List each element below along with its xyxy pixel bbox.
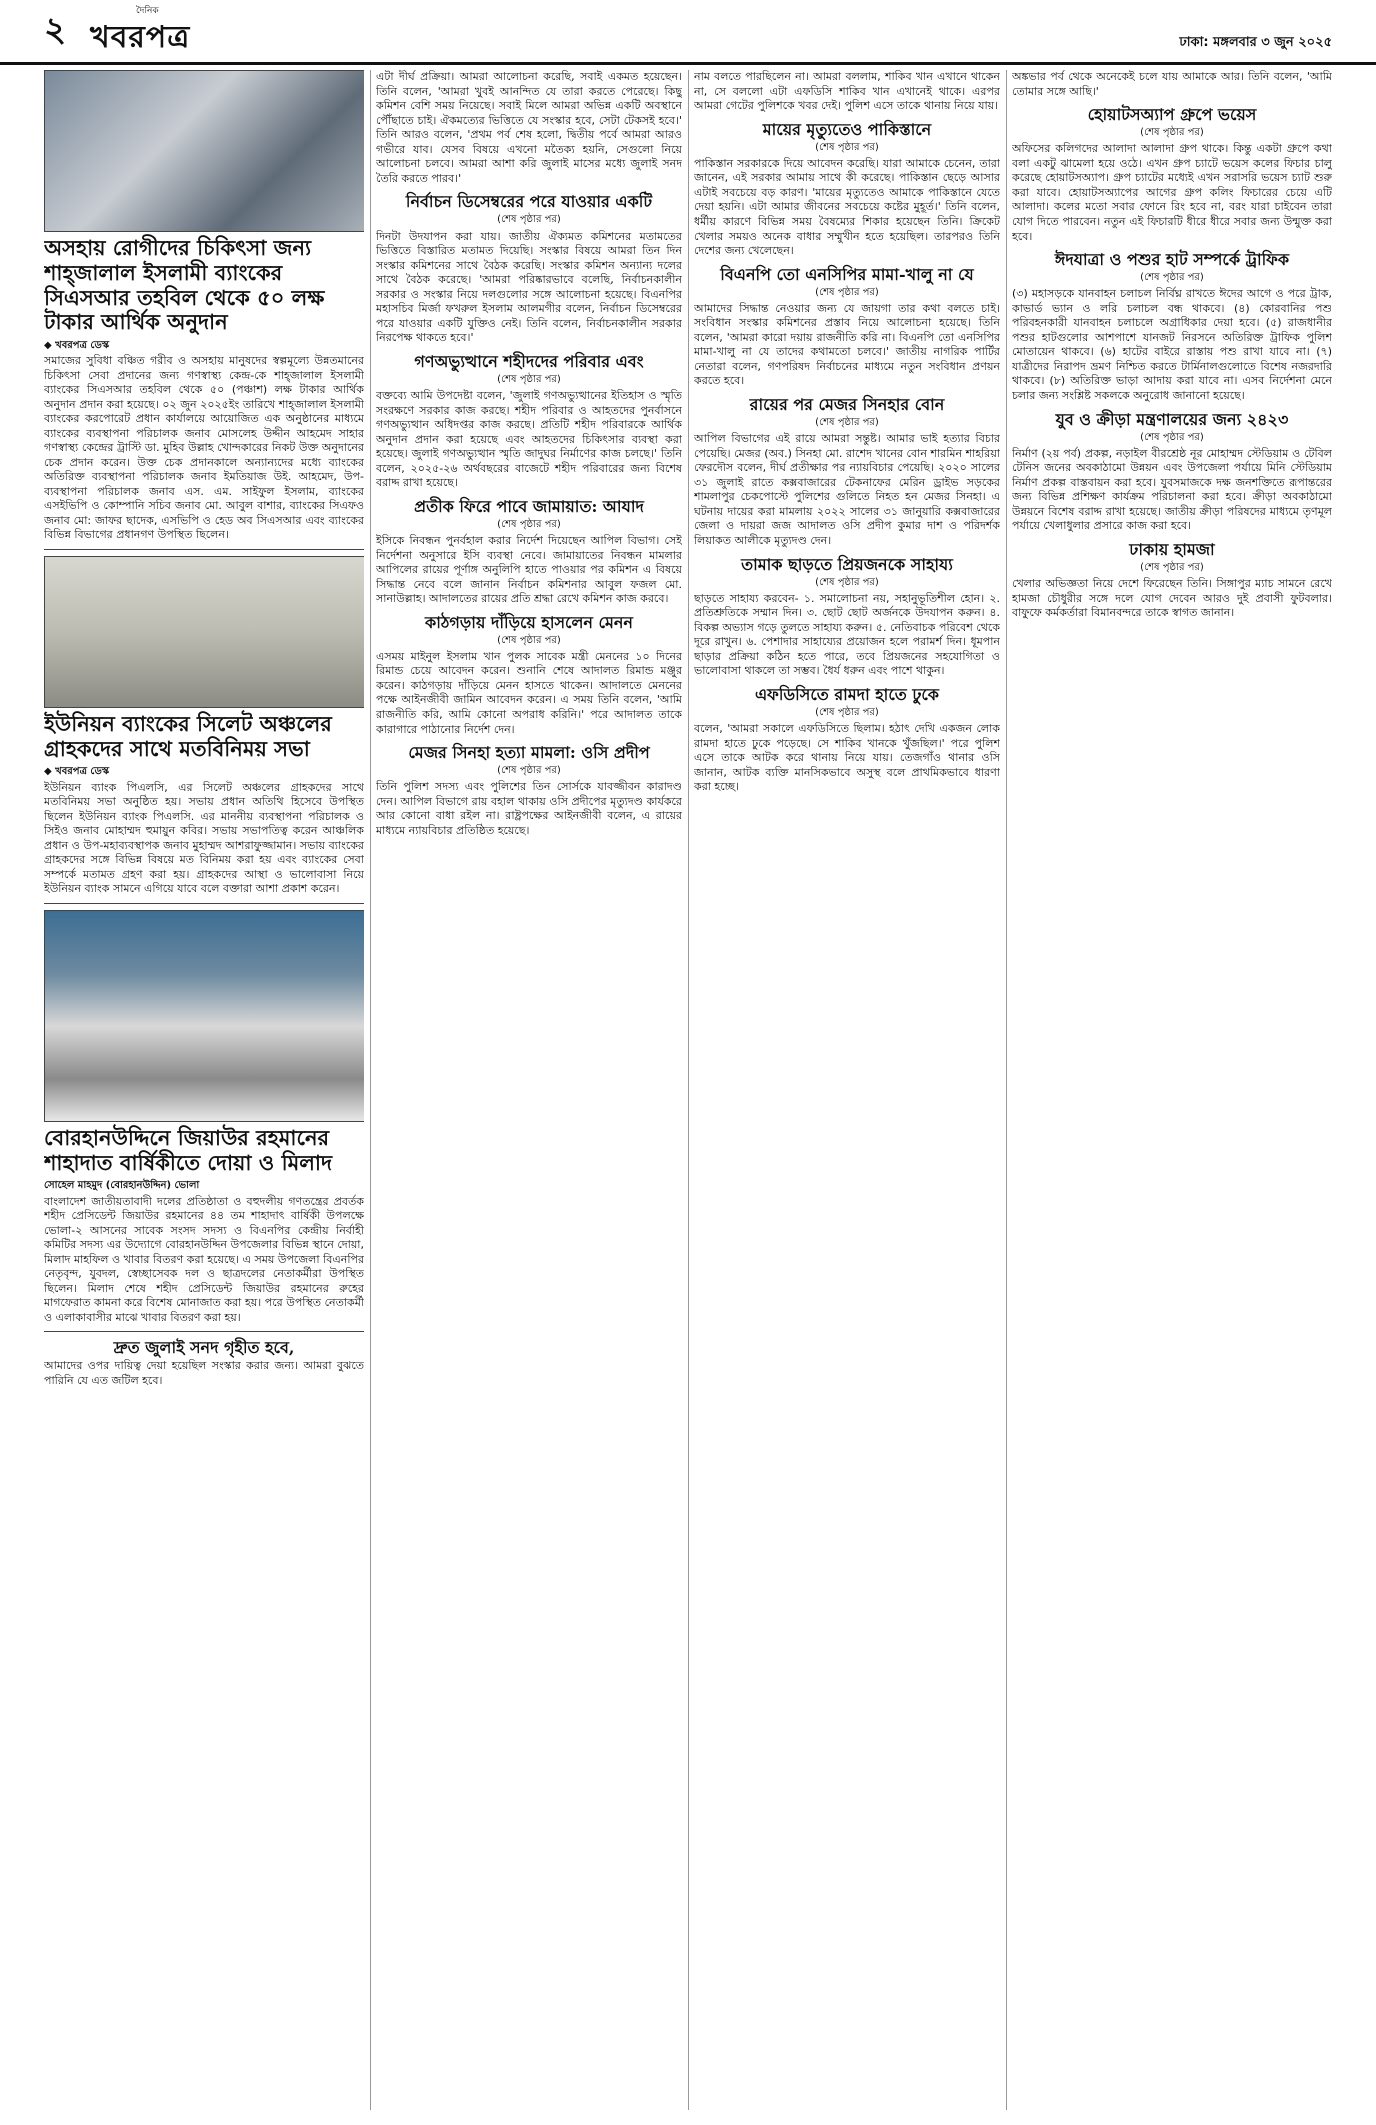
article-body: ইউনিয়ন ব্যাংক পিএলসি, এর সিলেট অঞ্চলের গ্রাহকদের সাথে মতবিনিময় সভা অনুষ্ঠিত হয়। সভায় প্রধান অতিথি হিসেবে উপস্থিত ছিলেন ইউনিয়ন ব্যাংক পিএলসি. এর মাননীয় ব্যবস্থাপনা পরিচালক ও সিইও জনাব মোহাম্মদ হুমায়ুন কবির। সভায় সভাপতিত্ব করেন আঞ্চলিক প্রধান ও উপ-মহাব্যবস্থাপক জনাব মুহাম্মদ আশরাফুজ্জামান। সভায় ব্যাংকের গ্রাহকদের সঙ্গে বিভিন্ন বিষয়ে মত বিনিময় করা হয় এবং ব্যাংকের সেবা সম্পর্কে মতামত গ্রহণ করা হয়। গ্রাহকদের আস্থা ও ভালোবাসা নিয়ে ইউনিয়ন ব্যাংক সামনে এগিয়ে যাবে বলে বক্তারা আশা প্রকাশ করেন। <box>44 780 364 896</box>
continued-label: (শেষ পৃষ্ঠার পর) <box>497 634 561 646</box>
headline: ঈদযাত্রা ও পশুর হাট সম্পর্কে ট্রাফিক <box>1054 250 1290 270</box>
continued-label: (শেষ পৃষ্ঠার পর) <box>1140 431 1204 443</box>
column-1 <box>44 70 364 2115</box>
logo-daily-label: দৈনিক <box>136 6 159 16</box>
headline: ঢাকায় হামজা <box>1129 539 1215 559</box>
byline: ◆ খবরপত্র ডেস্ক <box>44 766 110 778</box>
divider <box>44 1331 364 1332</box>
article-body: (৩) মহাসড়কে যানবাহন চলাচল নির্বিঘ্ন রাখতে ঈদের আগে ও পরে ট্রাক, কাভার্ড ভ্যান ও লরি চলাচল বন্ধ থাকবে। (৪) কোরবানির পশু পরিবহনকারী যানবাহন চলাচলে অগ্রাধিকার দেয়া হবে। (৫) রাজধানীর পশুর হাটগুলোর আশপাশে যানজট নিরসনে অতিরিক্ত ট্রাফিক পুলিশ মোতায়েন থাকবে। (৬) হাটের বাইরে রাস্তায় পশু রাখা যাবে না। (৭) যাত্রীদের নিরাপদ ভ্রমণ নিশ্চিত করতে টার্মিনালগুলোতে বিশেষ নজরদারি থাকবে। (৮) অতিরিক্ত ভাড়া আদায় করা যাবে না। এসব নির্দেশনা মেনে চলার জন্য সংশ্লিষ্ট সকলকে অনুরোধ জানানো হয়েছে। <box>1012 287 1332 402</box>
article-body: বক্তব্যে আমি উপদেষ্টা বলেন, 'জুলাই গণঅভ্যুত্থানের ইতিহাস ও স্মৃতি সংরক্ষণে সরকার কাজ করছে। শহীদ পরিবার ও আহতদের পুনর্বাসনে গণঅভ্যুত্থান অধিদপ্তর কাজ করছে। প্রতিটি শহীদ পরিবারকে আর্থিক অনুদান প্রদান করা হয়েছে এবং আহতদের চিকিৎসার ব্যবস্থা করা হয়েছে। জুলাই গণঅভ্যুত্থান স্মৃতি জাদুঘর নির্মাণের কাজ চলছে।' তিনি বলেন, ২০২৫-২৬ অর্থবছরের বাজেটে শহীদ পরিবারের জন্য বিশেষ বরাদ্দ রাখা হয়েছে। <box>376 389 682 490</box>
column-rule <box>1006 70 1007 2110</box>
headline: এফডিসিতে রামদা হাতে ঢুকে <box>754 684 940 704</box>
headline: নির্বাচন ডিসেম্বরের পরে যাওয়ার একটি <box>405 192 653 212</box>
headline: গণঅভ্যুত্থানে শহীদদের পরিবার এবং <box>414 351 644 371</box>
headline: দ্রুত জুলাই সনদ গৃহীত হবে, <box>113 1338 295 1358</box>
article-body: এটা দীর্ঘ প্রক্রিয়া। আমরা আলোচনা করেছি, সবাই একমত হয়েছেন। তিনি বলেন, 'আমরা খুবই আনন্দিত যে তারা করতে পেরেছে। কিছু কমিশন বেশি সময় নিয়েছে। সবাই মিলে আমরা অভিন্ন একটি অবস্থানে পৌঁছাতে চাই। ঐকমত্যের ভিত্তিতে যে সংস্কার হবে, সেটা টেকসই হবে।' তিনি আরও বলেন, 'প্রথম পর্ব শেষ হলো, দ্বিতীয় পর্বে আমরা আরও গভীরে যাব। যেসব বিষয়ে এখনো মতৈক্য হয়নি, সেগুলো নিয়ে আলোচনা চলবে। আমরা আশা করি জুলাই মাসের মধ্যে জুলাই সনদ তৈরি করতে পারব।' <box>376 70 682 185</box>
article-body: সমাজের সুবিধা বঞ্চিত গরীব ও অসহায় মানুষদের স্বল্পমূল্যে উন্নতমানের চিকিৎসা সেবা প্রদানের জন্য গণস্বাস্থ্য কেন্দ্র-কে শাহ্‌জালাল ইসলামী ব্যাংকের সিএসআর তহবিল থেকে ৫০ (পঞ্চাশ) লক্ষ টাকার আর্থিক অনুদান প্রদান করা হয়েছে। ০২ জুন ২০২৫ইং তারিখে শাহ্‌জালাল ইসলামী ব্যাংকের করপোরেট প্রধান কার্যালয়ে আয়োজিত এক অনুষ্ঠানের মাধ্যমে ব্যাংকের ব্যবস্থাপনা পরিচালক জনাব মোসলেহ উদ্দীন আহমেদ সাহার গণস্বাস্থ্য কেন্দ্রের ট্রাস্টি ডা. মুহিব উল্লাহ খোন্দকারের নিকট উক্ত অনুদানের চেক প্রদান করেন। উক্ত চেক প্রদানকালে অন্যান্যদের মধ্যে ব্যাংকের অতিরিক্ত ব্যবস্থাপনা পরিচালক জনাব ইমতিয়াজ উই. আহমেদ, উপ-ব্যবস্থাপনা পরিচালক জনাব এস. এম. সাইফুল ইসলাম, ব্যাংকের এসইভিপি ও কোম্পানি সচিব জনাব মো. আবুল বাশার, ব্যাংকের সিএফও জনাব মো: জাফর ছাদেক, এসভিপি ও হেড অব সিএসআর এবং ব্যাংকের বিভিন্ন বিভাগের প্রধানগণ উপস্থিত ছিলেন। <box>44 354 364 542</box>
article-body: বলেন, 'আমরা সকালে এফডিসিতে ছিলাম। হঠাৎ দেখি একজন লোক রামদা হাতে ঢুকে পড়েছে। সে শাকিব খানকে খুঁজছিল।' পরে পুলিশ এসে তাকে আটক করে থানায় নিয়ে যায়। তেজগাঁও থানার ওসি জানান, আটক ব্যক্তি মানসিকভাবে অসুস্থ বলে প্রাথমিকভাবে ধারণা করা হচ্ছে। <box>694 722 1000 794</box>
continued-label: (শেষ পৃষ্ঠার পর) <box>1140 562 1204 574</box>
column-4 <box>1012 70 1332 2115</box>
column-rule <box>688 70 689 2110</box>
article-body: ছাড়তে সাহায্য করবেন- ১. সমালোচনা নয়, সহানুভূতিশীল হোন। ২. প্রতিশ্রুতিকে সম্মান দিন। ৩. ছোট ছোট অর্জনকে উদযাপন করুন। ৪. বিকল্প অভ্যাস গড়ে তুলতে সাহায্য করুন। ৫. নেতিবাচক পরিবেশ থেকে দূরে রাখুন। ৬. পেশাদার সাহায্যের প্রয়োজন হলে পরামর্শ দিন। ধূমপান ছাড়ার প্রক্রিয়া কঠিন হতে পারে, তবে প্রিয়জনের সহযোগিতা ও ভালোবাসা থাকলে তা সম্ভব। ধৈর্য ধরুন এবং পাশে থাকুন। <box>694 591 1000 678</box>
column-3 <box>694 70 1000 2115</box>
headline: তামাক ছাড়তে প্রিয়জনকে সাহায্য <box>741 554 953 574</box>
masthead <box>0 0 1376 65</box>
continued-label: (শেষ পৃষ্ঠার পর) <box>815 417 879 429</box>
continued-label: (শেষ পৃষ্ঠার পর) <box>497 373 561 385</box>
headline: কাঠগড়ায় দাঁড়িয়ে হাসলেন মেনন <box>425 612 633 632</box>
article-body: এসময় মাইনুল ইসলাম খান পুলক সাবেক মন্ত্রী মেননের ১০ দিনের রিমান্ড চেয়ে আবেদন করেন। শুনানি শেষে আদালত রিমান্ড মঞ্জুর করেন। কাঠগড়ায় দাঁড়িয়ে মেনন হাসতে থাকেন। আদালতে মেননের পক্ষে আইনজীবী জামিন আবেদন করেন। এ সময় তিনি বলেন, 'আমি রাজনীতি করি, আমি কোনো অপরাধ করিনি।' পরে আদালত তাকে কারাগারে পাঠানোর নির্দেশ দেন। <box>376 649 682 736</box>
headline: প্রতীক ফিরে পাবে জামায়াত: আযাদ <box>414 496 644 516</box>
continued-label: (শেষ পৃষ্ঠার পর) <box>497 214 561 226</box>
news-photo-cheque-handover <box>44 70 364 232</box>
continued-label: (শেষ পৃষ্ঠার পর) <box>1140 272 1204 284</box>
article-body: খেলার অভিজ্ঞতা নিয়ে দেশে ফিরেছেন তিনি। সিঙ্গাপুর ম্যাচ সামনে রেখে হামজা চৌধুরীর সঙ্গে দলে যোগ দেবেন আরও দুই প্রবাসী ফুটবলার। বাফুফে কর্মকর্তারা বিমানবন্দরে তাকে স্বাগত জানান। <box>1012 577 1332 620</box>
headline: অসহায় রোগীদের চিকিৎসা জন্য শাহ্‌জালাল ইসলামী ব্যাংকের সিএসআর তহবিল থেকে ৫০ লক্ষ টাকার আর্থিক অনুদান <box>44 235 325 335</box>
article-body: ইসিকে নিবন্ধন পুনর্বহাল করার নির্দেশ দিয়েছেন আপিল বিভাগ। সেই নির্দেশনা অনুসারে ইসি ব্যবস্থা নেবে। জামায়াতের নিবন্ধন মামলার আপিলের রায়ের পূর্ণাঙ্গ অনুলিপি হাতে পাওয়ার পর কমিশন এ বিষয়ে সিদ্ধান্ত নেবে বলে জানান নির্বাচন কমিশনার আবুল ফজল মো. সানাউল্লাহ। আদালতের রায়ের প্রতি শ্রদ্ধা রেখে কমিশন কাজ করবে। <box>376 533 682 606</box>
article-body: বাংলাদেশ জাতীয়তাবাদী দলের প্রতিষ্ঠাতা ও বহুদলীয় গণতন্ত্রের প্রবর্তক শহীদ প্রেসিডেন্ট জিয়াউর রহমানের ৪৪ তম শাহাদাৎ বার্ষিকী উপলক্ষে ভোলা-২ আসনের সাবেক সংসদ সদস্য ও বিএনপির কেন্দ্রীয় নির্বাহী কমিটির সদস্য এর উদ্যোগে বোরহানউদ্দিন উপজেলার বিভিন্ন স্থানে দোয়া, মিলাদ মাহফিল ও খাবার বিতরণ করা হয়েছে। এ সময় উপজেলা বিএনপির নেতৃবৃন্দ, যুবদল, স্বেচ্ছাসেবক দল ও ছাত্রদলের নেতাকর্মীরা উপস্থিত ছিলেন। মিলাদ শেষে শহীদ প্রেসিডেন্ট জিয়াউর রহমানের রুহের মাগফেরাত কামনা করে বিশেষ মোনাজাত করা হয়। পরে উপস্থিত নেতাকর্মী ও এলাকাবাসীর মাঝে খাবার বিতরণ করা হয়। <box>44 1194 364 1324</box>
continued-label: (শেষ পৃষ্ঠার পর) <box>815 576 879 588</box>
article-body: নির্মাণ (২য় পর্ব) প্রকল্প, নড়াইল বীরশ্রেষ্ঠ নূর মোহাম্মদ স্টেডিয়াম ও টেবিল টেনিস জনের অবকাঠামো উন্নয়ন এবং উপজেলা পর্যায়ে মিনি স্টেডিয়াম নির্মাণ প্রকল্প বাস্তবায়ন করা হবে। যুবসমাজকে দক্ষ জনশক্তিতে রূপান্তরের জন্য বিভিন্ন প্রশিক্ষণ কার্যক্রম পরিচালনা করা হবে। ক্রীড়া অবকাঠামো উন্নয়নে বিশেষ বরাদ্দ রাখা হয়েছে। জাতীয় ক্রীড়া পরিষদের মাধ্যমে তৃণমূল পর্যায়ে খেলাধুলার প্রসারে কাজ করা হবে। <box>1012 446 1332 533</box>
continued-label: (শেষ পৃষ্ঠার পর) <box>1140 127 1204 139</box>
news-photo-milad <box>44 910 364 1122</box>
column-rule <box>370 70 371 2110</box>
continued-label: (শেষ পৃষ্ঠার পর) <box>497 765 561 777</box>
article-body: আমাদের সিদ্ধান্ত নেওয়ার জন্য যে জায়গা তার কথা বলতে চাই। সংবিধান সংস্কার কমিশনের প্রস্তাব নিয়ে আলোচনা হয়েছে। তিনি বলেন, 'আমরা কারো দয়ায় রাজনীতি করি না। বিএনপি তো এনসিপির মামা-খালু না যে তাদের কথামতো চলবে।' জাতীয় নাগরিক পার্টির নেতারা বলেন, গণপরিষদ নির্বাচনের মাধ্যমে নতুন সংবিধান প্রণয়ন করতে হবে। <box>694 301 1000 388</box>
headline: ইউনিয়ন ব্যাংকের সিলেট অঞ্চলের গ্রাহকদের সাথে মতবিনিময় সভা <box>44 710 332 761</box>
article-body: দিনটা উদযাপন করা যায়। জাতীয় ঐক্যমত কমিশনের মতামতের ভিত্তিতে বিস্তারিত মতামত দিয়েছি। সংস্কার বিষয়ে আমরা তিন দিন সংস্কার কমিশনের সাথে বৈঠক করেছি। সংস্কার কমিশন অন্যান্য দলের সাথে বৈঠক করেছে। 'আমরা পরিষ্কারভাবে বলেছি, নির্বাচনকালীন সরকার ও সংস্কার নিয়ে দলগুলোর সঙ্গে আলোচনা হয়েছে। বিএনপির মহাসচিব মির্জা ফখরুল ইসলাম আলমগীর বলেন, নির্বাচন ডিসেম্বরের পরে যাওয়ার একটি যুক্তিও নেই। তিনি বলেন, নির্বাচনকালীন সরকার নিরপেক্ষ থাকতে হবে।' <box>376 229 682 345</box>
newspaper-logo <box>90 6 190 57</box>
article-body: তিনি পুলিশ সদস্য এবং পুলিশের তিন সোর্সকে যাবজ্জীবন কারাদণ্ড দেন। আপিল বিভাগে রায় বহাল থাকায় ওসি প্রদীপের মৃত্যুদণ্ড কার্যকরে আর কোনো বাধা রইল না। রাষ্ট্রপক্ষের আইনজীবী বলেন, এ রায়ের মাধ্যমে ন্যায়বিচার প্রতিষ্ঠিত হয়েছে। <box>376 780 682 837</box>
headline: বিএনপি তো এনসিপির মামা-খালু না যে <box>720 264 974 284</box>
divider <box>44 903 364 904</box>
column-2 <box>376 70 682 2115</box>
article-body: আমাদের ওপর দায়িত্ব দেয়া হয়েছিল সংস্কার করার জন্য। আমরা বুঝতে পারিনি যে এত জটিল হবে। <box>44 1359 364 1387</box>
byline: সোহেল মাহমুদ (বোরহানউদ্দিন) ভোলা <box>44 1180 200 1192</box>
continued-label: (শেষ পৃষ্ঠার পর) <box>815 286 879 298</box>
headline: মেজর সিনহা হত্যা মামলা: ওসি প্রদীপ <box>408 743 650 763</box>
article-body: আপিল বিভাগের এই রায়ে আমরা সন্তুষ্ট। আমার ভাই হত্যার বিচার পেয়েছি। মেজর (অব.) সিনহা মো. রাশেদ খানের বোন শারমিন শাহরিয়া ফেরদৌস বলেন, দীর্ঘ প্রতীক্ষার পর ন্যায়বিচার পেয়েছি। ২০২০ সালের ৩১ জুলাই রাতে কক্সবাজারের টেকনাফের মেরিন ড্রাইভ সড়কের শামলাপুর চেকপোস্টে পুলিশের গুলিতে নিহত হন মেজর সিনহা। এ ঘটনায় দায়ের করা মামলায় ২০২২ সালের ৩১ জানুয়ারি কক্সবাজারের জেলা ও দায়রা জজ আদালত ওসি প্রদীপ কুমার দাশ ও পরিদর্শক লিয়াকত আলীকে মৃত্যুদণ্ড দেন। <box>694 432 1000 547</box>
divider <box>44 549 364 550</box>
headline: হোয়াটসঅ্যাপ গ্রুপে ভয়েস <box>1087 105 1257 125</box>
headline: বোরহানউদ্দিনে জিয়াউর রহমানের শাহাদাত বার্ষিকীতে দোয়া ও মিলাদ <box>44 1124 333 1175</box>
news-photo-meeting <box>44 556 364 708</box>
continued-label: (শেষ পৃষ্ঠার পর) <box>497 518 561 530</box>
continued-label: (শেষ পৃষ্ঠার পর) <box>815 141 879 153</box>
continued-label: (শেষ পৃষ্ঠার পর) <box>815 707 879 719</box>
page-number: ২ <box>44 10 67 50</box>
article-body: পাকিস্তান সরকারকে দিয়ে আবেদন করেছি। যারা আমাকে চেনেন, তারা জানেন, এই সরকার আমায় সাথে কী করেছে। পাকিস্তান ছেড়ে আসার এটাই সবচেয়ে বড় কারণ। 'মায়ের মৃত্যুতেও আমাকে পাকিস্তানে যেতে দেয়া হয়নি। এটা আমার জীবনের সবচেয়ে কষ্টের মুহূর্ত।' তিনি বলেন, ধর্মীয় কারণে বিভিন্ন সময় বৈষম্যের শিকার হয়েছেন তিনি। ক্রিকেট খেলার সময়ও অনেক বাধার সম্মুখীন হতে হয়েছিল। তারপরও তিনি দেশের জন্য খেলেছেন। <box>694 156 1000 258</box>
headline: মায়ের মৃত্যুতেও পাকিস্তানে <box>762 119 932 139</box>
article-body: অফিসের কলিগদের আলাদা আলাদা গ্রুপ থাকে। কিন্তু একটা গ্রুপে কথা বলা একটু ঝামেলা হয়ে ওঠে। এখন গ্রুপ চ্যাটে ভয়েস কলের ফিচার চালু করেছে হোয়াটসঅ্যাপ। গ্রুপ চ্যাটের মধ্যেই এখন সরাসরি ভয়েস চ্যাট শুরু করা যাবে। হোয়াটসঅ্যাপের আগের গ্রুপ কলিং ফিচারের চেয়ে এটি আলাদা। কলের মতো সবার ফোনে রিং হবে না, বরং যারা চাইবেন তারা যোগ দিতে পারবেন। নতুন এই ফিচারটি ধীরে ধীরে সবার জন্য উন্মুক্ত করা হবে। <box>1012 142 1332 243</box>
headline: যুব ও ক্রীড়া মন্ত্রণালয়ের জন্য ২৪২৩ <box>1055 409 1289 429</box>
byline: ◆ খবরপত্র ডেস্ক <box>44 340 110 352</box>
article-body: অঙ্কভার পর্ব থেকে অনেকেই চলে যায় আমাকে আর। তিনি বলেন, 'আমি তোমার সঙ্গে আছি।' <box>1012 70 1332 98</box>
dateline: ঢাকা: মঙ্গলবার ৩ জুন ২০২৫ <box>1179 35 1332 50</box>
logo-name: খবরপত্র <box>90 19 191 55</box>
article-body: নাম বলতে পারছিলেন না। আমরা বললাম, শাকিব খান এখানে থাকেন না, সে বললো এটা এফডিসি শাকিব খান এখানেই থাকে। এরপর আমরা গেটের পুলিশকে খবর দেই। পুলিশ এসে তাকে থানায় নিয়ে যায়। <box>694 70 1000 113</box>
headline: রায়ের পর মেজর সিনহার বোন <box>749 395 945 414</box>
